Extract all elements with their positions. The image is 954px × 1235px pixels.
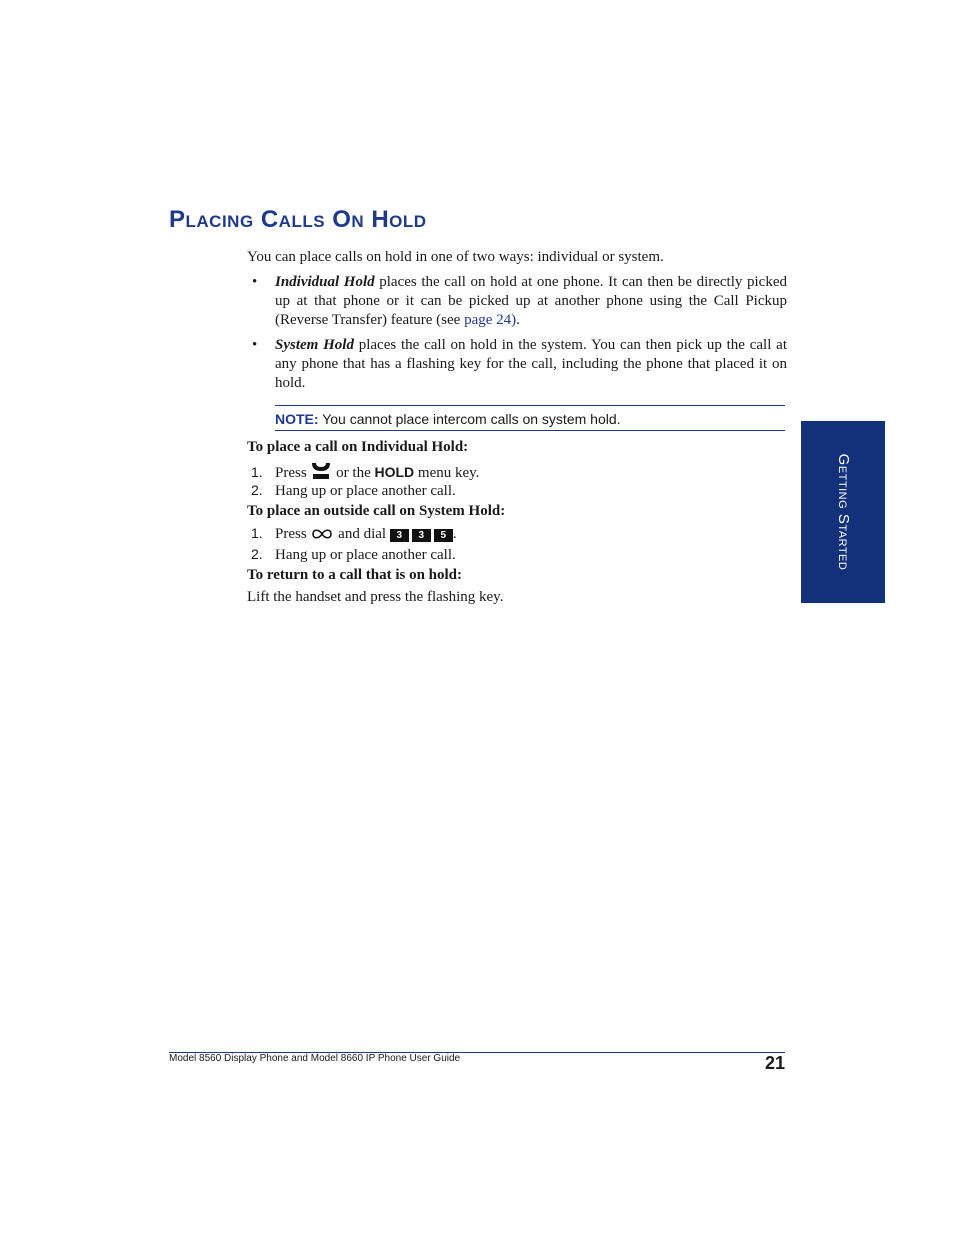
dial-key-3: 3 [390,529,409,542]
note-text: You cannot place intercom calls on system hold. [318,411,621,427]
step-individual-2 [251,481,456,501]
return-instruction: Lift the handset and press the flashing key. [247,589,504,605]
step-text: menu key. [414,465,480,481]
bullet-system-hold [247,336,787,393]
note-label: NOTE: [275,411,319,427]
procedure-heading-system: To place an outside call on System Hold: [247,503,506,519]
step-text: Hang up or place another call. [275,547,456,563]
step-text: . [452,526,457,542]
step-number: 2. [251,546,263,562]
step-number: 1. [251,525,263,541]
bullet-text: places the call on hold in the system. You can then pick up the call at any phone that has a flashing key for the call, including the phone that placed it on hold. [275,337,787,391]
section-tab [801,421,885,603]
hold-menu-key-label: HOLD [374,464,415,480]
step-text: or the [332,465,375,481]
dial-key-3: 3 [412,529,431,542]
dial-key-5: 5 [434,529,453,542]
step-system-2 [251,545,456,565]
bullet-dot: • [252,274,258,290]
bullet-term: Individual Hold [275,274,375,290]
bullet-dot: • [252,337,258,353]
bullet-text-end: . [516,312,520,328]
section-tab-label: Getting Started [835,453,852,571]
step-text: Hang up or place another call. [275,483,456,499]
page-title: Placing Calls On Hold [169,206,427,233]
intro-paragraph: You can place calls on hold in one of two ways: individual or system. [247,249,664,265]
page-number: 21 [764,1053,785,1073]
special-button-icon [310,527,334,547]
bullet-text: places the call on hold at one phone. It can then be directly picked up at that phone or it can be picked up at another phone using the Call Pickup (Reverse Transfer) feature (see [275,274,787,328]
bullet-individual-hold [247,273,787,330]
step-system-1 [251,524,457,547]
step-number: 2. [251,482,263,498]
step-text: Press [275,465,311,481]
step-text: and dial [334,526,390,542]
note-box [275,405,785,431]
step-number: 1. [251,464,263,480]
step-text: Press [275,526,311,542]
page-24-link[interactable]: page 24) [464,312,517,328]
procedure-heading-return: To return to a call that is on hold: [247,567,463,583]
bullet-term: System Hold [275,337,354,353]
procedure-heading-individual: To place a call on Individual Hold: [247,439,469,455]
footer-title: Model 8560 Display Phone and Model 8660 IP Phone User Guide [169,1053,461,1064]
